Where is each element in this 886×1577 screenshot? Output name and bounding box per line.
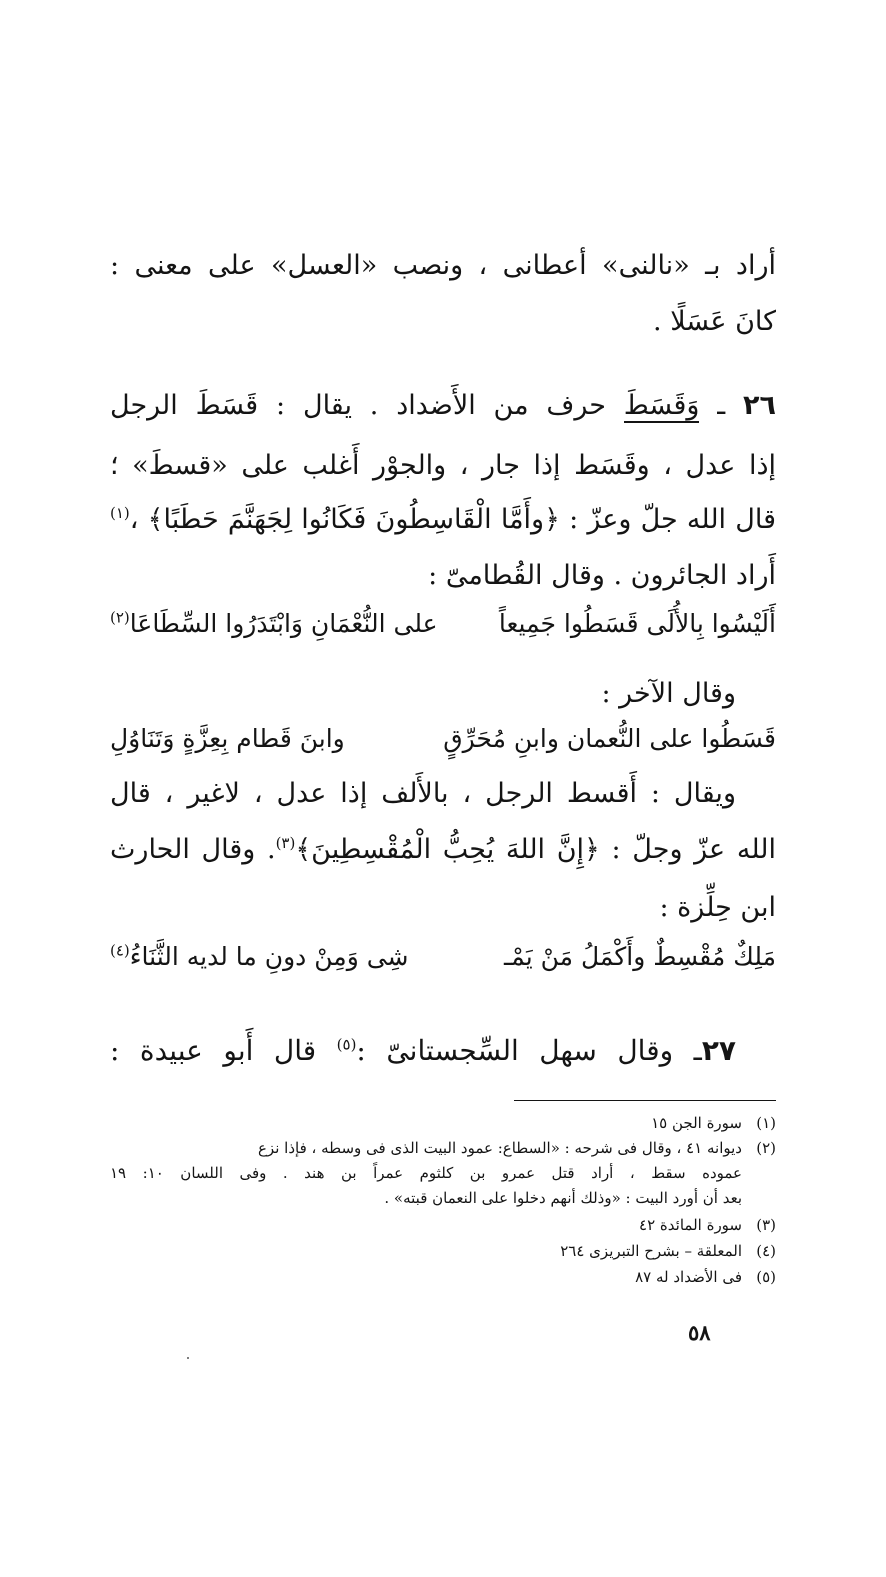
text-line-10: ويقال : أَقسط الرجل ، بالأَلف إذا عدل ، لاغير ، قال xyxy=(110,778,736,809)
footnote-5-number: (٥) xyxy=(756,1268,776,1286)
footnote-1-number: (١) xyxy=(756,1114,776,1132)
section-number-26: ٢٦ xyxy=(743,390,776,421)
text-line-1: أراد بـ «نالنى» أعطانى ، ونصب «العسل» على معنى : xyxy=(110,250,776,281)
footnote-ref-3: (٣) xyxy=(275,834,296,852)
quran-verse-2: الله عزّ وجلّ : ﴿إِنَّ اللهَ يُحِبُّ الْمُقْسِطِينَ﴾ xyxy=(295,834,776,865)
section-26-line xyxy=(110,386,776,426)
poem-verse-2 xyxy=(110,720,776,758)
footnote-ref-2: (٢) xyxy=(110,608,130,627)
footnote-2 xyxy=(110,1137,776,1159)
footnote-2-text-a: ديوانه ٤١ ، وقال فى شرحه : «السطاع: عمود البيت الذى فى وسطه ، فإذا نزع xyxy=(257,1139,742,1157)
poem-verse-1 xyxy=(110,605,776,643)
footnote-divider xyxy=(514,1100,776,1101)
footnote-3-number: (٣) xyxy=(756,1216,776,1234)
verse-3-second-hemistich xyxy=(110,938,409,976)
quran-verse-1: قال الله جلّ وعزّ : ﴿وأَمَّا الْقَاسِطُونَ فَكَانُوا لِجَهَنَّمَ حَطَبًا﴾ ، xyxy=(129,504,776,535)
footnote-4-text: المعلقة – بشرح التبريزى ٢٦٤ xyxy=(560,1242,742,1260)
footnote-4 xyxy=(110,1240,776,1262)
footnote-5-text: فى الأضداد له ٨٧ xyxy=(635,1268,742,1286)
print-speck xyxy=(187,1357,189,1359)
verse-2-second-hemistich: وابنَ قَطام بِعِزَّةٍ وَتَنَاوُلِ xyxy=(110,724,345,753)
footnote-3 xyxy=(110,1214,776,1236)
text-line-2: كانَ عَسَلًا . xyxy=(653,306,776,337)
quran-line-1 xyxy=(110,500,776,540)
text-line-12: ابن حِلِّزة : xyxy=(659,892,776,923)
footnote-ref-4: (٤) xyxy=(110,941,130,960)
footnote-3-text: سورة المائدة ٤٢ xyxy=(639,1216,742,1234)
poem-verse-3 xyxy=(110,938,776,976)
text-line-11-rest: . وقال الحارث xyxy=(110,834,276,865)
verse-3-first-hemistich: مَلِكٌ مُقْسِطٌ وأَكْمَلُ مَنْ يَمْـ xyxy=(503,942,776,971)
footnote-1-text: سورة الجن ١٥ xyxy=(651,1114,742,1132)
footnote-1 xyxy=(110,1112,776,1134)
headword-qasata: وَقَسَطَ xyxy=(623,390,700,421)
section-26-text: حرف من الأَضداد . يقال : قَسَطَ الرجل xyxy=(110,390,624,421)
quran-line-2 xyxy=(110,830,776,870)
footnote-5 xyxy=(110,1266,776,1288)
verse-1-second-hemistich xyxy=(110,605,438,643)
text-line-8: وقال الآخر : xyxy=(601,678,736,709)
verse-3-second-text: شِى وَمِنْ دونِ ما لديه الثَّنَاءُ xyxy=(129,942,409,971)
text-line-6: أَراد الجائرون . وقال القُطامىّ : xyxy=(428,560,776,591)
page-number: ٥٨ xyxy=(688,1320,711,1345)
footnote-2-line-b: عموده سقط ، أراد قتل عمرو بن كلثوم عمراً بن هند . وفى اللسان ١٠: ١٩ xyxy=(110,1164,742,1182)
verse-1-second-text: على النُّعْمَانِ وَابْتَدَرُوا السِّطَاعَا xyxy=(129,609,438,638)
section-separator: ـ xyxy=(699,390,744,421)
footnote-4-number: (٤) xyxy=(756,1242,776,1260)
footnote-2-line-c: بعد أن أورد البيت : «وذلك أنهم دخلوا على النعمان قبته» . xyxy=(384,1189,742,1207)
section-27-text: ـ وقال سهل السِّجستانىّ : xyxy=(356,1034,702,1067)
verse-2-first-hemistich: قَسَطُوا على النُّعمان وابنِ مُحَرِّقٍ xyxy=(443,724,776,753)
footnote-2-number: (٢) xyxy=(756,1139,776,1157)
section-27-rest: قال أَبو عبيدة : xyxy=(110,1034,337,1067)
footnote-ref-1: (١) xyxy=(110,504,130,522)
section-27-line xyxy=(110,1030,736,1072)
verse-1-first-hemistich: أَلَيْسُوا بِالأُلَى قَسَطُوا جَمِيعاً xyxy=(498,609,776,638)
section-number-27: ٢٧ xyxy=(701,1034,736,1067)
text-line-4: إذا عدل ، وقَسَط إذا جار ، والجوْر أَغلب على «قسطَ» ؛ xyxy=(110,450,776,481)
footnote-ref-5: (٥) xyxy=(336,1035,357,1054)
